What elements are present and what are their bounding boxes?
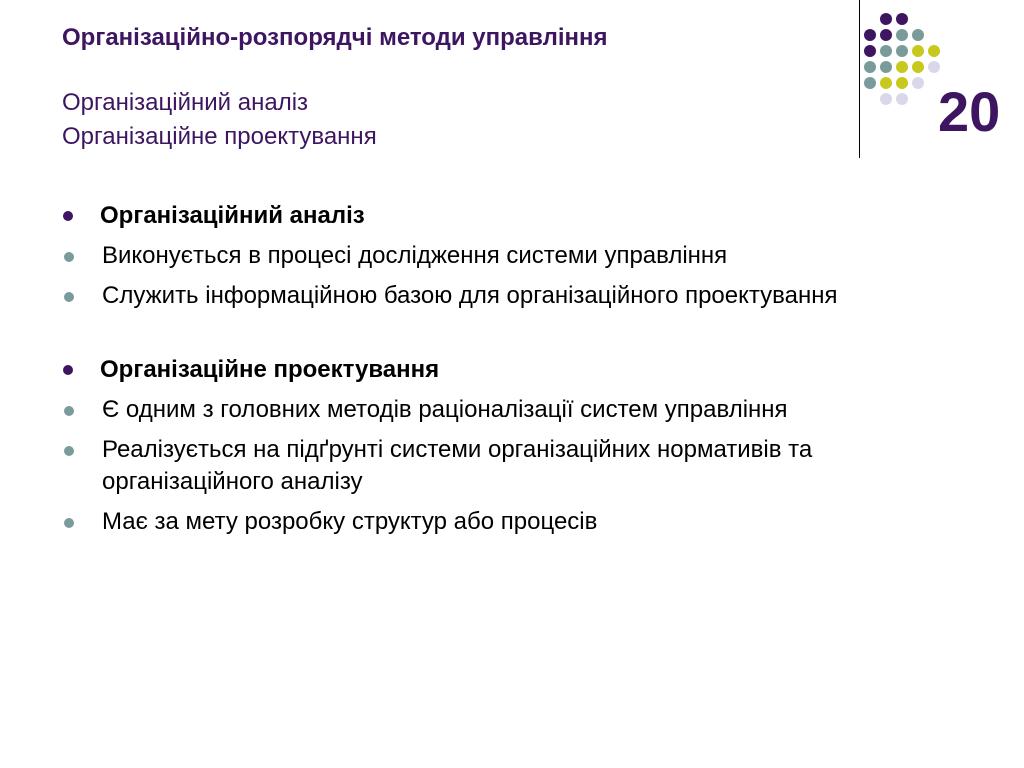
slide-title: Організаційно-розпорядчі методи управління xyxy=(62,24,608,51)
bullet-icon xyxy=(63,211,73,221)
list-item-text: Є одним з головних методів раціоналізації систем управління xyxy=(102,396,788,423)
bullet-icon xyxy=(64,252,74,262)
decorative-dot xyxy=(864,61,876,73)
decorative-dot xyxy=(880,13,892,25)
decorative-dot xyxy=(896,93,908,105)
section-heading-text: Організаційний аналіз xyxy=(100,202,365,229)
section-heading-text: Організаційне проектування xyxy=(100,356,440,383)
decorative-dot xyxy=(896,77,908,89)
bullet-icon xyxy=(64,446,74,456)
section-items xyxy=(62,394,982,538)
content-list xyxy=(62,200,982,546)
section-heading xyxy=(62,200,982,232)
list-item-text: Виконується в процесі дослідження системи управління xyxy=(102,242,728,269)
list-item xyxy=(62,240,982,272)
decorative-dot xyxy=(864,29,876,41)
decorative-dot xyxy=(880,45,892,57)
bullet-icon xyxy=(64,518,74,528)
list-item xyxy=(62,280,982,312)
decorative-dot xyxy=(896,61,908,73)
header-divider xyxy=(859,0,860,158)
decorative-dot xyxy=(880,29,892,41)
decorative-dot xyxy=(928,45,940,57)
decorative-dot xyxy=(896,45,908,57)
decorative-dot xyxy=(896,13,908,25)
bullet-icon xyxy=(64,406,74,416)
section-items xyxy=(62,240,982,312)
subtitle-line-1: Організаційний аналіз xyxy=(62,89,309,116)
list-item xyxy=(62,394,982,426)
list-item xyxy=(62,434,982,498)
bullet-icon xyxy=(64,292,74,302)
list-item-text: Реалізується на підґрунті системи організаційних нормативів та організаційного аналізу xyxy=(102,436,813,495)
section-heading xyxy=(62,354,982,386)
list-item xyxy=(62,506,982,538)
list-item-text: Має за мету розробку структур або процесів xyxy=(102,508,598,535)
bullet-icon xyxy=(63,365,73,375)
section-spacer xyxy=(62,320,982,354)
decorative-dot xyxy=(864,45,876,57)
decorative-dot xyxy=(864,77,876,89)
list-item-text: Служить інформаційною базою для організаційного проектування xyxy=(102,282,838,309)
decorative-dot xyxy=(896,29,908,41)
decorative-dot xyxy=(912,29,924,41)
decorative-dot-grid xyxy=(864,13,944,137)
decorative-dot xyxy=(880,61,892,73)
decorative-dot xyxy=(912,61,924,73)
decorative-dot xyxy=(880,77,892,89)
decorative-dot xyxy=(912,77,924,89)
subtitle-line-2: Організаційне проектування xyxy=(62,123,377,150)
decorative-dot xyxy=(912,45,924,57)
decorative-dot xyxy=(928,61,940,73)
decorative-dot xyxy=(880,93,892,105)
slide-number: 20 xyxy=(938,80,1001,143)
